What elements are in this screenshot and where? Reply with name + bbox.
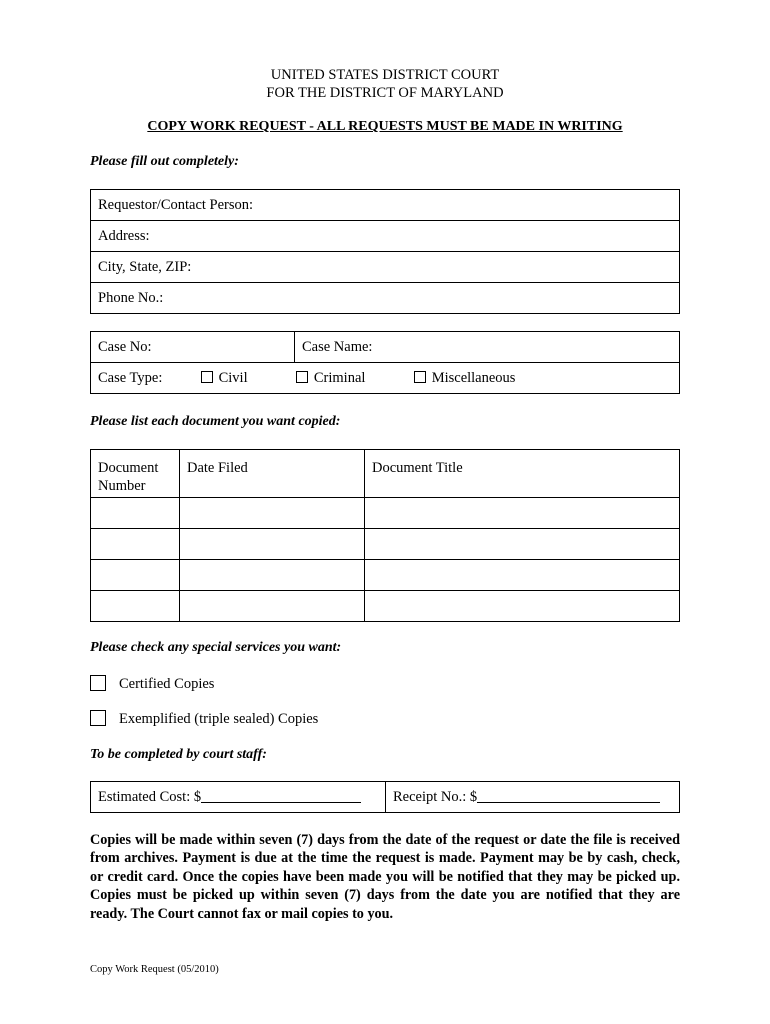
table-row — [91, 529, 680, 560]
receipt-no-label: Receipt No.: $ — [393, 789, 478, 805]
document-title-cell[interactable] — [365, 498, 680, 529]
copy-policy-notice: Copies will be made within seven (7) days from the date of the request or date the file is received from archives. Payment is due at the time the request is made. Payment may be by cash, check, or credit card. Once the copies have been made you will be notified that they may be picked up. Copies must be picked up within seven (7) days from the date you are notified that they are ready. The Court cannot fax or mail copies to you. — [90, 832, 680, 922]
col-document-number — [91, 450, 180, 498]
receipt-no-field[interactable] — [386, 782, 680, 813]
date-filed-cell[interactable] — [180, 591, 365, 622]
staff-table — [90, 781, 680, 813]
list-docs-instruction: Please list each document you want copied: — [90, 414, 341, 429]
special-services-instruction: Please check any special services you want: — [90, 640, 342, 655]
contact-table — [90, 189, 680, 314]
certified-copies-checkbox[interactable] — [90, 675, 106, 691]
address-field[interactable] — [91, 221, 680, 252]
form-footer: Copy Work Request (05/2010) — [90, 964, 219, 975]
civil-label: Civil — [218, 369, 248, 386]
estimated-cost-label: Estimated Cost: $ — [98, 789, 202, 805]
documents-table — [90, 449, 680, 622]
case-no-field[interactable] — [91, 332, 295, 363]
phone-label: Phone No.: — [98, 289, 164, 306]
court-staff-instruction: To be completed by court staff: — [90, 747, 267, 762]
miscellaneous-checkbox[interactable] — [414, 371, 426, 383]
case-no-label: Case No: — [98, 338, 152, 355]
document-number-cell[interactable] — [91, 591, 180, 622]
certified-copies-label: Certified Copies — [119, 676, 215, 692]
exemplified-copies-option — [90, 710, 318, 728]
col-document-title-label: Document Title — [372, 460, 463, 476]
case-name-label: Case Name: — [302, 338, 373, 355]
receipt-no-line — [477, 788, 660, 803]
table-row — [91, 498, 680, 529]
requestor-field[interactable] — [91, 190, 680, 221]
city-label: City, State, ZIP: — [98, 258, 192, 275]
civil-checkbox[interactable] — [201, 371, 213, 383]
criminal-label: Criminal — [313, 369, 366, 386]
case-type-row — [91, 363, 680, 394]
date-filed-cell[interactable] — [180, 529, 365, 560]
criminal-checkbox[interactable] — [296, 371, 308, 383]
miscellaneous-label: Miscellaneous — [431, 369, 516, 386]
document-number-cell[interactable] — [91, 498, 180, 529]
fill-out-instruction: Please fill out completely: — [90, 154, 239, 169]
document-number-cell[interactable] — [91, 560, 180, 591]
phone-field[interactable] — [91, 283, 680, 314]
col-document-number-line1: Document — [98, 460, 159, 476]
col-document-title — [365, 450, 680, 498]
court-name — [0, 66, 770, 102]
exemplified-copies-checkbox[interactable] — [90, 710, 106, 726]
table-row — [91, 591, 680, 622]
court-line-1: UNITED STATES DISTRICT COURT — [270, 67, 500, 83]
col-date-filed-label: Date Filed — [187, 460, 248, 476]
date-filed-cell[interactable] — [180, 560, 365, 591]
city-field[interactable] — [91, 252, 680, 283]
exemplified-copies-label: Exemplified (triple sealed) Copies — [119, 711, 319, 727]
requestor-label: Requestor/Contact Person: — [98, 196, 254, 213]
document-title-cell[interactable] — [365, 560, 680, 591]
estimated-cost-line — [201, 788, 361, 803]
case-name-field[interactable] — [295, 332, 680, 363]
table-row — [91, 560, 680, 591]
document-title-cell[interactable] — [365, 529, 680, 560]
case-type-label: Case Type: — [98, 369, 163, 386]
address-label: Address: — [98, 227, 150, 244]
form-title: COPY WORK REQUEST - ALL REQUESTS MUST BE MADE IN WRITING — [147, 119, 623, 134]
court-line-2: FOR THE DISTRICT OF MARYLAND — [266, 85, 504, 101]
case-table — [90, 331, 680, 394]
document-number-cell[interactable] — [91, 529, 180, 560]
col-document-number-line2: Number — [98, 478, 146, 494]
document-title-cell[interactable] — [365, 591, 680, 622]
date-filed-cell[interactable] — [180, 498, 365, 529]
col-date-filed — [180, 450, 365, 498]
estimated-cost-field[interactable] — [91, 782, 386, 813]
certified-copies-option — [90, 675, 214, 693]
